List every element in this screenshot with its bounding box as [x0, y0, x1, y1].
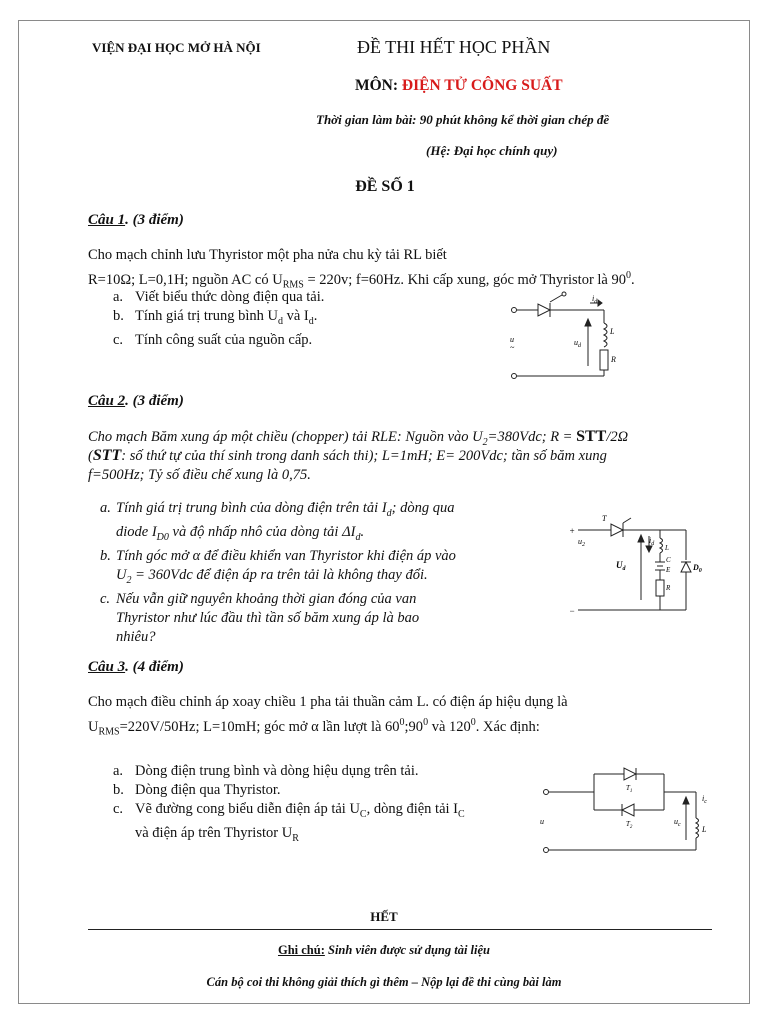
q3-fig-u: u	[540, 817, 544, 826]
subject-label: MÔN:	[355, 77, 399, 94]
q2-fig-E: E	[666, 566, 671, 574]
exam-title: ĐỀ THI HẾT HỌC PHẦN	[357, 37, 551, 57]
q3-ac-regulator-circuit	[536, 760, 712, 864]
q3-heading: Câu 3. (4 điểm)	[88, 659, 184, 675]
q1-fig-id: $i_d$	[592, 294, 598, 305]
q2-fig-R: R	[666, 584, 671, 592]
q2-fig-D0: $D_0$	[693, 563, 702, 574]
q1-intro-line1: Cho mạch chỉnh lưu Thyristor một pha nửa chu kỳ tải RL biết	[88, 247, 447, 263]
list-item: b. Tính góc mở α để điều khiển van Thyristor khi điện áp vào	[100, 547, 456, 564]
list-item: diode $I_{D0}$ và độ nhấp nhô của dòng tải $\Delta I_d$.	[116, 523, 365, 543]
q1-intro-line2: R=10Ω; L=0,1H; nguồn AC có $U_{RMS} = 220v$; f=60Hz. Khi cấp xung, góc mở Thyristor là $90^0$.	[88, 270, 635, 291]
q1-circuit-diagram	[502, 288, 642, 386]
education-system: (Hệ: Đại học chính quy)	[426, 143, 558, 158]
q3-fig-uc: $u_c$	[674, 817, 681, 828]
q2-fig-u2: $u_2$	[578, 537, 585, 548]
q1-fig-R: R	[611, 355, 616, 364]
q3-fig-T1: $T_1$	[626, 784, 633, 794]
q2-intro-line1: Cho mạch Băm xung áp một chiều (chopper) tải RLE: Nguồn vào $U_2=380Vdc$; R = STT/2Ω	[88, 428, 629, 448]
list-item: c. Nếu vẫn giữ nguyên khoảng thời gian đóng của van	[100, 590, 417, 607]
q3-fig-L: L	[702, 825, 707, 834]
list-item: b. Dòng điện qua Thyristor.	[113, 782, 281, 798]
q1-fig-ud: $u_d$	[574, 338, 581, 349]
footer-note: Ghi chú: Sinh viên được sử dụng tài liệu	[277, 943, 490, 957]
time-note: Thời gian làm bài: 90 phút không kể thời gian chép đề	[316, 112, 610, 127]
list-item: c. Tính công suất của nguồn cấp.	[113, 331, 313, 348]
institution-name: VIỆN ĐẠI HỌC MỞ HÀ NỘI	[92, 40, 261, 55]
end-marker: HẾT	[370, 909, 398, 924]
q2-items	[100, 499, 456, 647]
list-item: a. Tính giá trị trung bình của dòng điện trên tải $I_d$; dòng qua	[100, 500, 455, 519]
list-item: c. Vẽ đường cong biểu diễn điện áp tải $U_C$, dòng điện tải $I_C$	[113, 801, 465, 820]
q2-fig-plus: +	[569, 526, 576, 536]
q3-items	[113, 762, 465, 848]
list-item: nhiêu?	[116, 628, 156, 645]
q2-fig-minus: −	[569, 606, 576, 616]
subject-line	[355, 77, 563, 95]
q2-fig-L: L	[665, 544, 669, 552]
q1-fig-L: L	[610, 327, 615, 336]
q2-heading: Câu 2. (3 điểm)	[88, 393, 184, 409]
list-item: a. Viết biểu thức dòng điện qua tải.	[113, 289, 325, 305]
list-item: b. Tính giá trị trung bình $U_d$ và $I_d$.	[113, 308, 318, 327]
q3-intro-line1: Cho mạch điều chỉnh áp xoay chiều 1 pha tải thuần cảm L. có điện áp hiệu dụng là	[88, 694, 568, 710]
exam-number: ĐỀ SỐ 1	[355, 178, 415, 195]
q1-items	[113, 288, 324, 350]
q1-fig-u: u	[510, 335, 514, 344]
q3-fig-ic: $i_c$	[702, 794, 707, 805]
list-item: a. Dòng điện trung bình và dòng hiệu dụng trên tải.	[113, 763, 419, 779]
q1-fig-tilde: ~	[510, 343, 515, 352]
list-item: Thyristor như lúc đầu thì tần số băm xung áp là bao	[116, 609, 420, 626]
q2-fig-id: $i_d$	[649, 536, 655, 547]
subject-name: ĐIỆN TỬ CÔNG SUẤT	[401, 77, 563, 94]
q1-heading: Câu 1. (3 điểm)	[88, 212, 184, 228]
q2-chopper-circuit	[566, 510, 706, 620]
q3-intro-line2: $U_{RMS}=220V/50Hz$; L=10mH; góc mở α lần lượt là $60^0;90^0$ và $120^0$. Xác định:	[88, 717, 540, 738]
footer-note-2: Cán bộ coi thi không giải thích gì thêm – Nộp lại đề thi cùng bài làm	[206, 975, 562, 989]
list-item: $U_2 = 360Vdc$ để điện áp ra trên tải là không thay đổi.	[116, 566, 428, 586]
q2-fig-Ud: $U_d$	[616, 560, 626, 572]
q3-fig-T2: $T_2$	[626, 820, 633, 830]
list-item: và điện áp trên Thyristor $U_R$	[135, 824, 299, 844]
footer-divider	[88, 929, 712, 930]
q2-intro-line2: (STT: số thứ tự của thí sinh trong danh sách thi); L=1mH; E= 200Vdc; tần số băm xung	[88, 447, 607, 464]
q2-fig-C: C	[666, 556, 671, 564]
q2-fig-T: T	[602, 514, 607, 523]
q2-intro-line3: f=500Hz; Tỷ số điều chế xung là 0,75.	[88, 467, 311, 483]
